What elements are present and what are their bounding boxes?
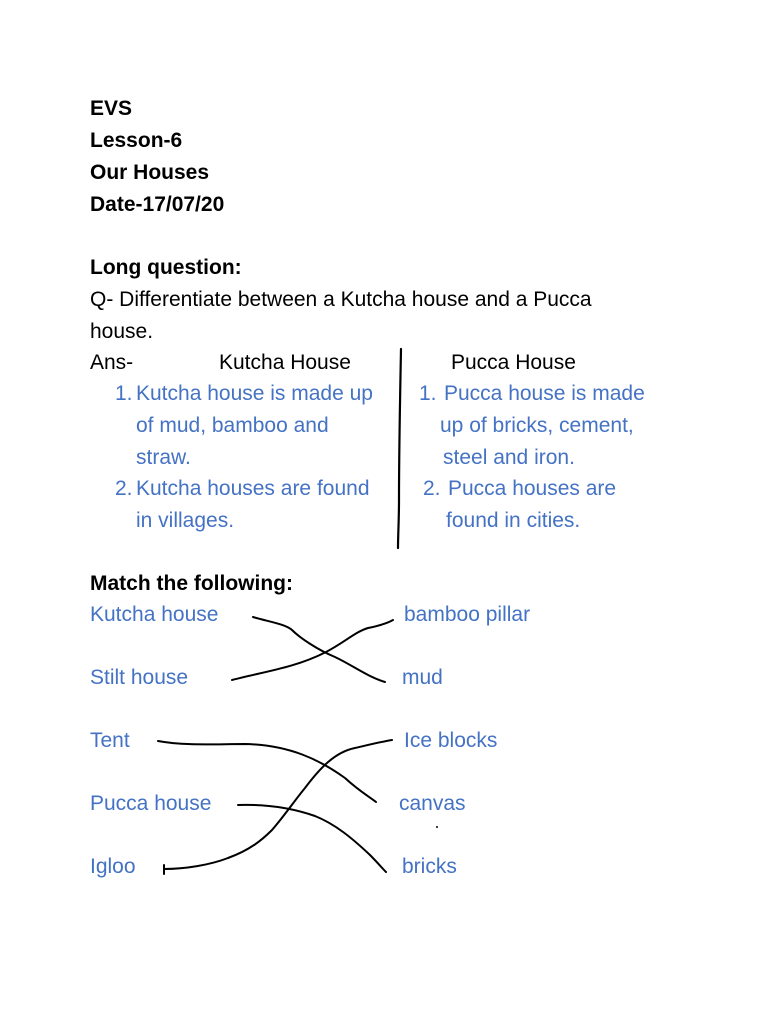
pucca-column-heading: Pucca House [451,351,576,374]
pucca-point-2-line-2: found in cities. [446,509,581,532]
answer-label: Ans- [90,351,134,374]
kutcha-point-1-line-2: of mud, bamboo and [136,414,329,437]
topic-title: Our Houses [90,161,210,184]
pucca-point-1-line-2: up of bricks, cement, [440,414,634,437]
long-question-heading: Long question: [90,256,242,279]
column-divider-line [398,349,401,548]
pucca-point-1-line-1: Pucca house is made [444,382,645,405]
match-line-stilt-bamboo [232,620,393,680]
pucca-point-2-line-1: Pucca houses are [448,477,617,500]
match-left-item: Pucca house [90,792,212,815]
stray-dot [436,826,438,828]
match-right-item: Ice blocks [404,729,498,752]
match-line-pucca-bricks [238,805,386,872]
pucca-point-1-number: 1. [419,382,437,405]
question-line-2: house. [90,320,154,343]
pucca-point-2-number: 2. [423,477,441,500]
lesson-title: Lesson-6 [90,129,183,152]
kutcha-point-1-number: 1. [115,382,133,405]
subject-title: EVS [90,97,133,120]
kutcha-point-2-number: 2. [115,477,133,500]
match-left-item: Tent [90,729,130,752]
kutcha-point-1-line-3: straw. [136,446,191,469]
match-right-item: bamboo pillar [404,603,531,626]
match-right-item: bricks [402,855,457,878]
pucca-point-1-line-3: steel and iron. [443,446,575,469]
question-line-1: Q- Differentiate between a Kutcha house and a Pucca [90,288,592,311]
kutcha-point-2-line-1: Kutcha houses are found [136,477,370,500]
match-right-item: mud [402,666,443,689]
match-left-item: Stilt house [90,666,189,689]
match-left-item: Kutcha house [90,603,219,626]
kutcha-point-2-line-2: in villages. [136,509,235,532]
date-line: Date-17/07/20 [90,193,225,216]
kutcha-point-1-line-1: Kutcha house is made up [136,382,373,405]
match-heading: Match the following: [90,572,293,595]
kutcha-column-heading: Kutcha House [219,351,351,374]
match-right-item: canvas [399,792,466,815]
match-left-item: Igloo [90,855,136,878]
match-line-kutcha-mud [253,617,385,682]
